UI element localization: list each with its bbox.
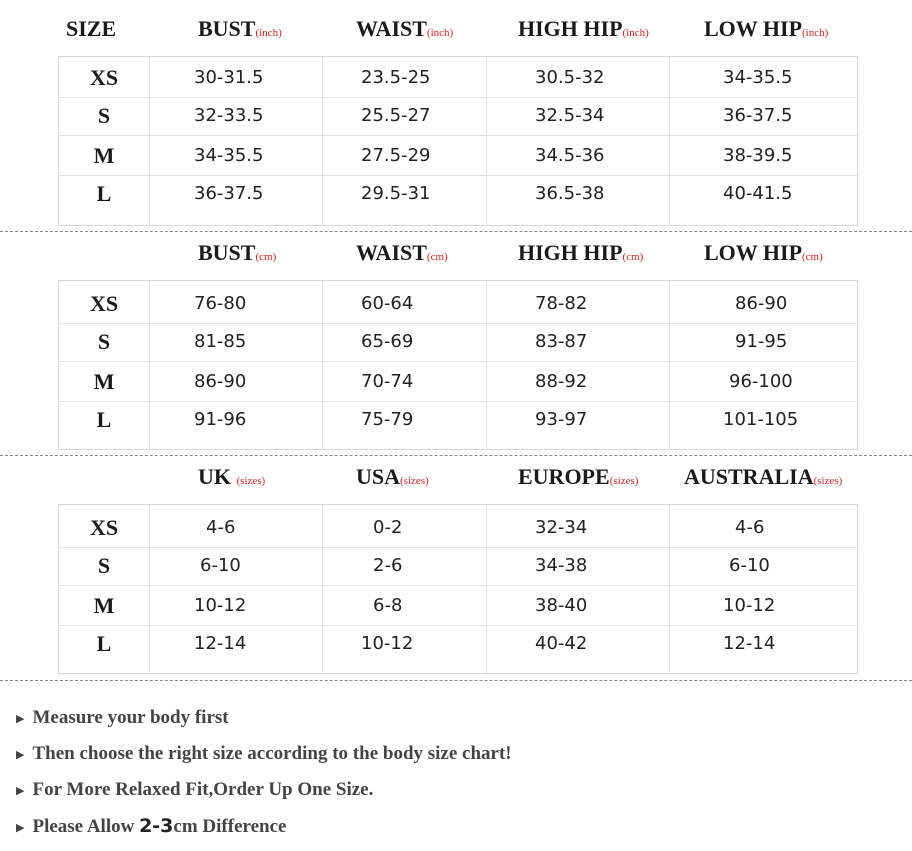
- table-row: [59, 175, 857, 213]
- table-cell: 96-100: [729, 371, 793, 392]
- low-hip-inch-header: LOW HIP(inch): [704, 16, 829, 41]
- note-item: ▶ Then choose the right size according to the body size chart!: [16, 743, 512, 764]
- table-row: [59, 323, 857, 362]
- table-cell: 40-42: [535, 633, 588, 654]
- europe-header: EUROPE(sizes): [518, 464, 639, 489]
- bullet-arrow-icon: ▶: [16, 749, 25, 762]
- table-cell: 30.5-32: [535, 67, 605, 88]
- table-cell: 86-90: [735, 293, 788, 314]
- table-row: [59, 547, 857, 586]
- size-label: XS: [89, 515, 119, 540]
- table-row: [59, 285, 857, 324]
- table-cell: 78-82: [535, 293, 588, 314]
- size-label: XS: [89, 65, 119, 90]
- size-label: M: [93, 143, 115, 168]
- table-cell: 36-37.5: [723, 105, 793, 126]
- low-hip-cm-header: LOW HIP(cm): [704, 240, 823, 265]
- table-cell: 2-6: [373, 555, 403, 576]
- high-hip-cm-header: HIGH HIP(cm): [518, 240, 644, 265]
- table-cell: 36.5-38: [535, 183, 605, 204]
- section-divider: [0, 455, 912, 456]
- table-cell: 38-39.5: [723, 145, 793, 166]
- table-cell: 81-85: [194, 331, 247, 352]
- bullet-arrow-icon: ▶: [16, 713, 25, 726]
- table-cell: 6-8: [373, 595, 403, 616]
- table-cell: 91-96: [194, 409, 247, 430]
- table-cell: 25.5-27: [361, 105, 431, 126]
- table-cell: 60-64: [361, 293, 414, 314]
- size-conversion-table: [58, 504, 858, 674]
- table-cell: 40-41.5: [723, 183, 793, 204]
- table-cell: 10-12: [194, 595, 247, 616]
- table-cell: 32-33.5: [194, 105, 264, 126]
- table-cell: 76-80: [194, 293, 247, 314]
- table-cell: 6-10: [729, 555, 770, 576]
- table-cell: 23.5-25: [361, 67, 431, 88]
- size-column-header: SIZE: [66, 16, 117, 41]
- table-cell: 38-40: [535, 595, 588, 616]
- section-divider: [0, 680, 912, 681]
- table-cell: 0-2: [373, 517, 403, 538]
- table-cell: 83-87: [535, 331, 588, 352]
- table-cell: 34-38: [535, 555, 588, 576]
- table-cell: 65-69: [361, 331, 414, 352]
- table-cell: 86-90: [194, 371, 247, 392]
- bust-cm-header: BUST(cm): [198, 240, 277, 265]
- size-label: S: [97, 103, 111, 128]
- waist-cm-header: WAIST(cm): [356, 240, 448, 265]
- table-cell: 93-97: [535, 409, 588, 430]
- table-row: [59, 401, 857, 439]
- size-label: M: [93, 593, 115, 618]
- table-row: [59, 59, 857, 98]
- size-label: L: [96, 407, 112, 432]
- table-cell: 70-74: [361, 371, 414, 392]
- size-label: XS: [89, 291, 119, 316]
- table-cell: 88-92: [535, 371, 588, 392]
- table-cell: 10-12: [723, 595, 776, 616]
- table-cell: 4-6: [206, 517, 236, 538]
- measurement-table: [58, 280, 858, 450]
- usa-header: USA(sizes): [356, 464, 429, 489]
- table-cell: 91-95: [735, 331, 788, 352]
- table-cell: 27.5-29: [361, 145, 431, 166]
- table-row: [59, 97, 857, 136]
- table-row: [59, 587, 857, 626]
- table-row: [59, 509, 857, 548]
- table-cell: 32-34: [535, 517, 588, 538]
- table-cell: 36-37.5: [194, 183, 264, 204]
- table-cell: 12-14: [194, 633, 247, 654]
- note-item: ▶ For More Relaxed Fit,Order Up One Size.: [16, 779, 374, 800]
- bullet-arrow-icon: ▶: [16, 785, 25, 798]
- table-cell: 32.5-34: [535, 105, 605, 126]
- bust-inch-header: BUST(inch): [198, 16, 282, 41]
- table-cell: 30-31.5: [194, 67, 264, 88]
- size-label: L: [96, 181, 112, 206]
- table-row: [59, 137, 857, 176]
- table-cell: 10-12: [361, 633, 414, 654]
- high-hip-inch-header: HIGH HIP(inch): [518, 16, 649, 41]
- table-cell: 29.5-31: [361, 183, 431, 204]
- table-cell: 101-105: [723, 409, 799, 430]
- table-cell: 4-6: [735, 517, 765, 538]
- australia-header: AUSTRALIA(sizes): [684, 464, 843, 489]
- table-cell: 34-35.5: [194, 145, 264, 166]
- note-item: ▶ Measure your body first: [16, 707, 229, 728]
- table-row: [59, 625, 857, 663]
- table-row: [59, 363, 857, 402]
- table-cell: 34.5-36: [535, 145, 605, 166]
- size-label: S: [97, 329, 111, 354]
- waist-inch-header: WAIST(inch): [356, 16, 454, 41]
- bullet-arrow-icon: ▶: [16, 822, 25, 835]
- table-cell: 6-10: [200, 555, 241, 576]
- size-label: S: [97, 553, 111, 578]
- measurement-table: [58, 56, 858, 226]
- note-item: ▶ Please Allow 2-3cm Difference: [16, 815, 287, 837]
- size-label: L: [96, 631, 112, 656]
- table-cell: 12-14: [723, 633, 776, 654]
- table-cell: 75-79: [361, 409, 414, 430]
- uk-header: UK (sizes): [198, 464, 266, 489]
- section-divider: [0, 231, 912, 232]
- size-label: M: [93, 369, 115, 394]
- table-cell: 34-35.5: [723, 67, 793, 88]
